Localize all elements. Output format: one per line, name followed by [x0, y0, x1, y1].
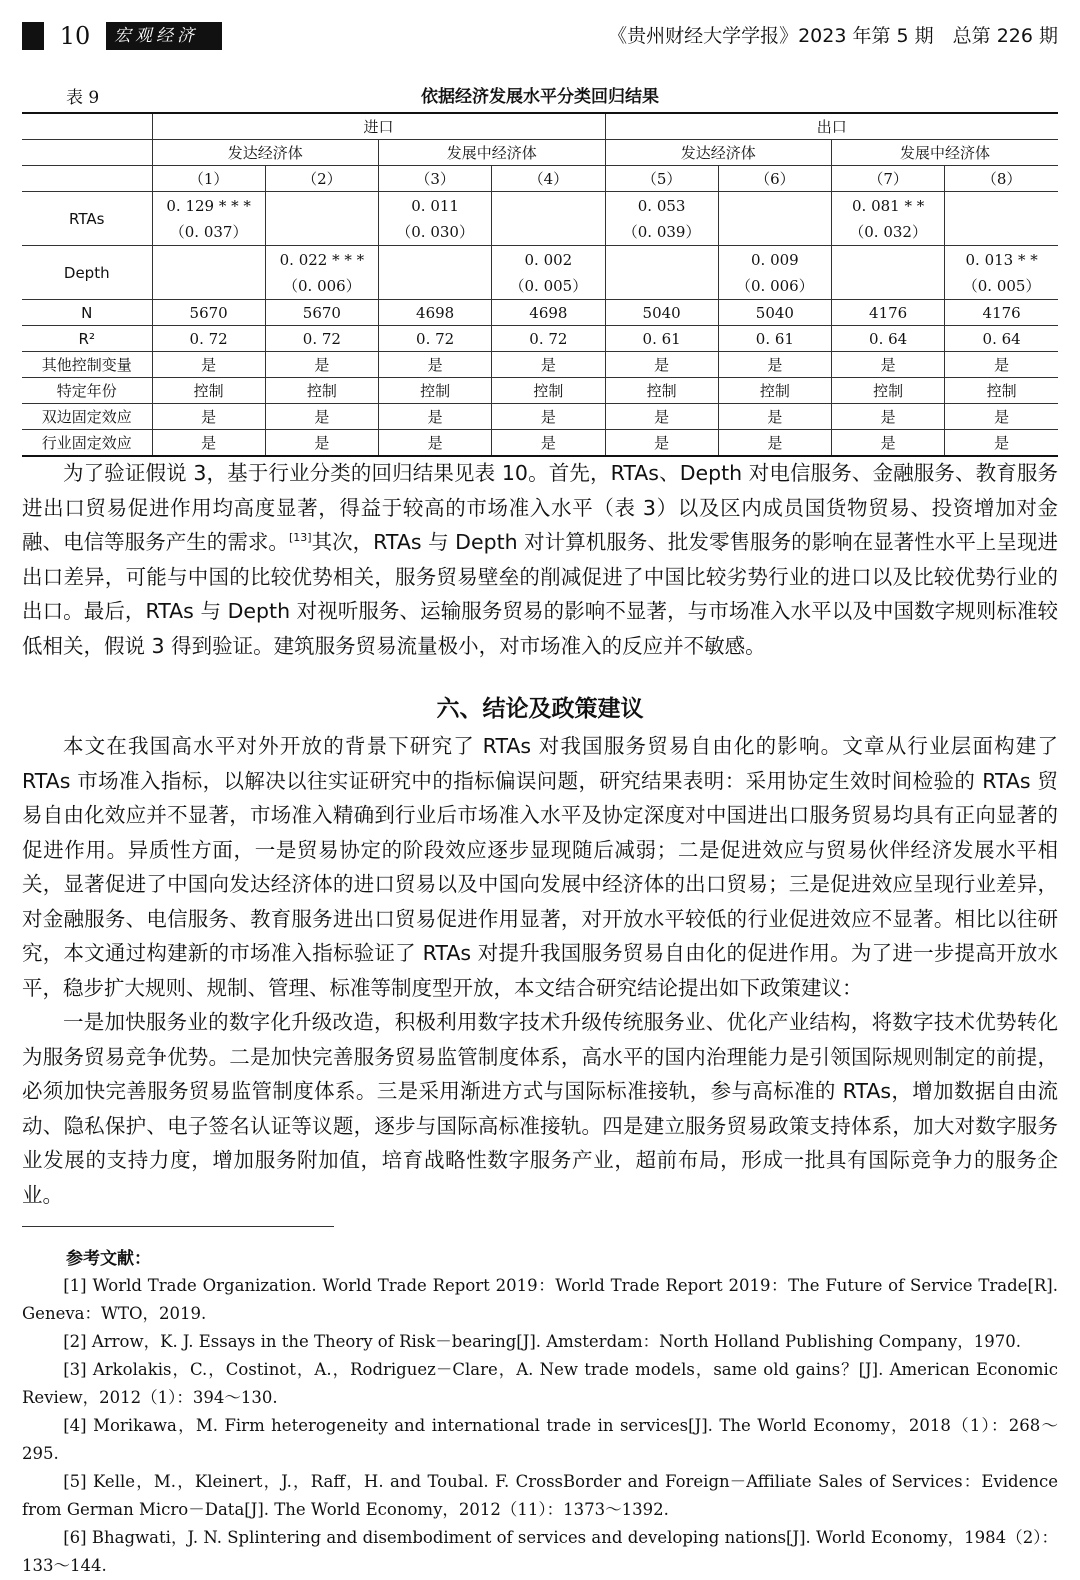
- std-error: （0. 006）: [736, 276, 814, 295]
- table-cell: [379, 246, 492, 300]
- paragraph-hypothesis: [22, 456, 1058, 663]
- row-label: 行业固定效应: [22, 430, 152, 457]
- table-cell: 是: [605, 430, 718, 457]
- table-cell: 5670: [152, 300, 265, 326]
- subgroup-header: 发达经济体: [152, 140, 379, 166]
- citation-marker: [13]: [288, 531, 312, 545]
- table-cell: 0. 64: [945, 326, 1058, 352]
- table-cell: 控制: [152, 378, 265, 404]
- table-row: [22, 404, 1058, 430]
- coef: 0. 013 * *: [965, 250, 1038, 269]
- table-row: [22, 378, 1058, 404]
- table-cell: 是: [718, 404, 831, 430]
- paragraph-text: 其次，RTAs 与 Depth 对计算机服务、批发零售服务的影响在显著性水平上呈现进出口差异，可能与中国的比较优势相关，服务贸易壁垒的削减促进了中国比较劣势行业的进口以及比较优势行业的出口。最后，RTAs 与 Depth 对视听服务、运输服务贸易的影响不显著，与市场准入水平以及中国数字规则标准较低相关，假说 3 得到验证。建筑服务贸易流量极小，对市场准入的反应并不敏感。: [22, 530, 1058, 658]
- row-label: 双边固定效应: [22, 404, 152, 430]
- table-cell: [492, 246, 605, 300]
- column-number: （1）: [152, 166, 265, 192]
- reference-item: [4] Morikawa，M. Firm heterogeneity and international trade in services[J]. The World Economy，2018（1）：268～295.: [22, 1416, 1058, 1463]
- paragraph-conclusion: [22, 729, 1058, 1212]
- table-cell: 4176: [832, 300, 945, 326]
- table-cell: [605, 246, 718, 300]
- std-error: （0. 039）: [622, 222, 701, 241]
- table-cell: 是: [492, 352, 605, 378]
- table-cell: 控制: [492, 378, 605, 404]
- column-number: （5）: [605, 166, 718, 192]
- table-cell: 0. 72: [265, 326, 378, 352]
- table-row-rtas: [22, 192, 1058, 246]
- table-cell: 是: [265, 404, 378, 430]
- table-cell: 5040: [605, 300, 718, 326]
- page-number: 10: [44, 22, 106, 50]
- table-cell: 是: [832, 404, 945, 430]
- table-cell: 是: [492, 430, 605, 457]
- table-row: [22, 113, 1058, 140]
- table-cell: 0. 72: [152, 326, 265, 352]
- table-cell: [152, 246, 265, 300]
- table-cell: [265, 192, 378, 246]
- table-row: [22, 300, 1058, 326]
- coef: 0. 081 * *: [852, 196, 925, 215]
- table-caption: 表 9: [66, 88, 100, 108]
- table-row: [22, 326, 1058, 352]
- std-error: （0. 030）: [396, 222, 474, 241]
- table-cell: 是: [379, 404, 492, 430]
- table-cell: 5040: [718, 300, 831, 326]
- references-list: [22, 1272, 1058, 1580]
- table-cell: 是: [152, 404, 265, 430]
- section-heading: 六、结论及政策建议: [436, 696, 644, 722]
- table-cell: 控制: [832, 378, 945, 404]
- table-title: 依据经济发展水平分类回归结果: [421, 87, 659, 107]
- table-cell: 是: [379, 430, 492, 457]
- table-cell: 控制: [605, 378, 718, 404]
- reference-item: [5] Kelle，M.，Kleinert，J.，Raff，H. and Toubal. F. CrossBorder and Foreign－Affiliate Sales of Services：Evidence from German Micro－Data[J]. The World Economy，2012（11）：1373～1392.: [22, 1472, 1058, 1519]
- table-cell: 是: [379, 352, 492, 378]
- subgroup-header: 发达经济体: [605, 140, 832, 166]
- table-row-depth: [22, 246, 1058, 300]
- table-cell: 是: [605, 404, 718, 430]
- paragraph-text: 一是加快服务业的数字化升级改造，积极利用数字技术升级传统服务业、优化产业结构，将数字技术优势转化为服务贸易竞争优势。二是加快完善服务贸易监管制度体系，高水平的国内治理能力是引领国际规则制定的前提，必须加快完善服务贸易监管制度体系。三是采用渐进方式与国际标准接轨，参与高标准的 RTAs，增加数据自由流动、隐私保护、电子签名认证等议题，逐步与国际高标准接轨。四是建立服务贸易政策支持体系，加大对数字服务业发展的支持力度，增加服务附加值，培育战略性数字服务产业，超前布局，形成一批具有国际竞争力的服务企业。: [22, 1010, 1058, 1207]
- regression-table: [22, 112, 1058, 457]
- table-cell: 是: [152, 430, 265, 457]
- table-cell: 4176: [945, 300, 1058, 326]
- column-number: （8）: [945, 166, 1058, 192]
- column-number: （4）: [492, 166, 605, 192]
- table-cell: 是: [605, 352, 718, 378]
- table-cell: 4698: [379, 300, 492, 326]
- section-banner: [22, 22, 222, 50]
- paragraph-text: 为了验证假说 3，基于行业分类的回归结果见表 10。首先，RTAs、Depth 对电信服务、金融服务、教育服务进出口贸易促进作用均高度显著，得益于较高的市场准入水平（表 3）以及区内成员国货物贸易、投资增加对金融、电信等服务产生的需求。: [22, 461, 1058, 554]
- coef: 0. 009: [751, 250, 799, 269]
- std-error: （0. 032）: [849, 222, 927, 241]
- reference-item: [1] World Trade Organization. World Trade Report 2019：World Trade Report 2019：The Future of Service Trade[R]. Geneva：WTO，2019.: [22, 1276, 1058, 1323]
- row-label: 其他控制变量: [22, 352, 152, 378]
- coef: 0. 129 * * *: [166, 196, 251, 215]
- coef: 0. 002: [524, 250, 573, 269]
- table-row: [22, 166, 1058, 192]
- row-label: 特定年份: [22, 378, 152, 404]
- table-cell: 4698: [492, 300, 605, 326]
- std-error: （0. 005）: [509, 276, 588, 295]
- coef: 0. 053: [637, 196, 686, 215]
- coef: 0. 011: [411, 196, 459, 215]
- table-cell: [265, 246, 378, 300]
- table-cell: [945, 192, 1058, 246]
- table-cell: 0. 61: [718, 326, 831, 352]
- table-cell: 是: [718, 352, 831, 378]
- table-cell: 是: [152, 352, 265, 378]
- reference-item: [6] Bhagwati，J. N. Splintering and disembodiment of services and developing nations[J]. World Economy，1984（2）：133～144.: [22, 1528, 1058, 1575]
- table-cell: 是: [945, 352, 1058, 378]
- coef: 0. 022 * * *: [279, 250, 365, 269]
- table-cell: [832, 192, 945, 246]
- row-label: Depth: [22, 246, 152, 300]
- reference-item: [2] Arrow，K. J. Essays in the Theory of Risk－bearing[J]. Amsterdam：North Holland Publishing Company，1970.: [63, 1332, 1021, 1351]
- table-cell: 5670: [265, 300, 378, 326]
- table-cell: [718, 246, 831, 300]
- table-cell: 是: [492, 404, 605, 430]
- subgroup-header: 发展中经济体: [379, 140, 606, 166]
- table-cell: 控制: [945, 378, 1058, 404]
- column-number: （6）: [718, 166, 831, 192]
- group-header-export: 出口: [605, 113, 1058, 140]
- table-cell: 0. 64: [832, 326, 945, 352]
- subgroup-header: 发展中经济体: [832, 140, 1059, 166]
- reference-item: [3] Arkolakis，C.，Costinot，A.，Rodriguez－Clare，A. New trade models，same old gains？[J]. American Economic Review，2012（1）：394～130.: [22, 1360, 1058, 1407]
- column-number: （2）: [265, 166, 378, 192]
- group-header-import: 进口: [152, 113, 605, 140]
- row-label: RTAs: [22, 192, 152, 246]
- table-cell: [379, 192, 492, 246]
- table-cell: 是: [945, 404, 1058, 430]
- table-cell: [832, 246, 945, 300]
- table-cell: 0. 72: [492, 326, 605, 352]
- references-heading: 参考文献：: [66, 1249, 151, 1269]
- std-error: （0. 037）: [169, 222, 248, 241]
- table-cell: 控制: [265, 378, 378, 404]
- table-cell: [492, 192, 605, 246]
- table-row: [22, 352, 1058, 378]
- table-cell: 是: [265, 352, 378, 378]
- table-cell: 是: [718, 430, 831, 457]
- std-error: （0. 006）: [283, 276, 361, 295]
- std-error: （0. 005）: [962, 276, 1041, 295]
- row-label: N: [22, 300, 152, 326]
- table-row: [22, 430, 1058, 457]
- table-cell: 控制: [379, 378, 492, 404]
- journal-info: 《贵州财经大学学报》2023 年第 5 期 总第 226 期: [608, 25, 1058, 47]
- table-cell: 是: [832, 430, 945, 457]
- table-cell: 0. 72: [379, 326, 492, 352]
- table-cell: 是: [265, 430, 378, 457]
- page-header: [22, 22, 1058, 52]
- table-cell: 控制: [718, 378, 831, 404]
- table-cell: [152, 192, 265, 246]
- paragraph-text: 本文在我国高水平对外开放的背景下研究了 RTAs 对我国服务贸易自由化的影响。文章从行业层面构建了 RTAs 市场准入指标，以解决以往实证研究中的指标偏误问题，研究结果表明：采用协定生效时间检验的 RTAs 贸易自由化效应并不显著，市场准入精确到行业后市场准入水平及协定深度对中国进出口服务贸易均具有正向显著的促进作用。异质性方面，一是贸易协定的阶段效应逐步显现随后减弱；二是促进效应与贸易伙伴经济发展水平相关，显著促进了中国向发达经济体的进口贸易以及中国向发展中经济体的出口贸易；三是促进效应呈现行业差异，对金融服务、电信服务、教育服务进出口贸易促进作用显著，对开放水平较低的行业促进效应不显著。相比以往研究，本文通过构建新的市场准入指标验证了 RTAs 对提升我国服务贸易自由化的促进作用。为了进一步提高开放水平，稳步扩大规则、规制、管理、标准等制度型开放，本文结合研究结论提出如下政策建议：: [22, 734, 1058, 1000]
- row-label: R²: [22, 326, 152, 352]
- section-name: 宏观经济: [114, 26, 198, 46]
- footnote-divider: [22, 1226, 334, 1227]
- table-cell: 0. 61: [605, 326, 718, 352]
- table-cell: [718, 192, 831, 246]
- column-number: （3）: [379, 166, 492, 192]
- table-row: [22, 140, 1058, 166]
- table-cell: [605, 192, 718, 246]
- column-number: （7）: [832, 166, 945, 192]
- table-cell: 是: [832, 352, 945, 378]
- table-cell: 是: [945, 430, 1058, 457]
- table-cell: [945, 246, 1058, 300]
